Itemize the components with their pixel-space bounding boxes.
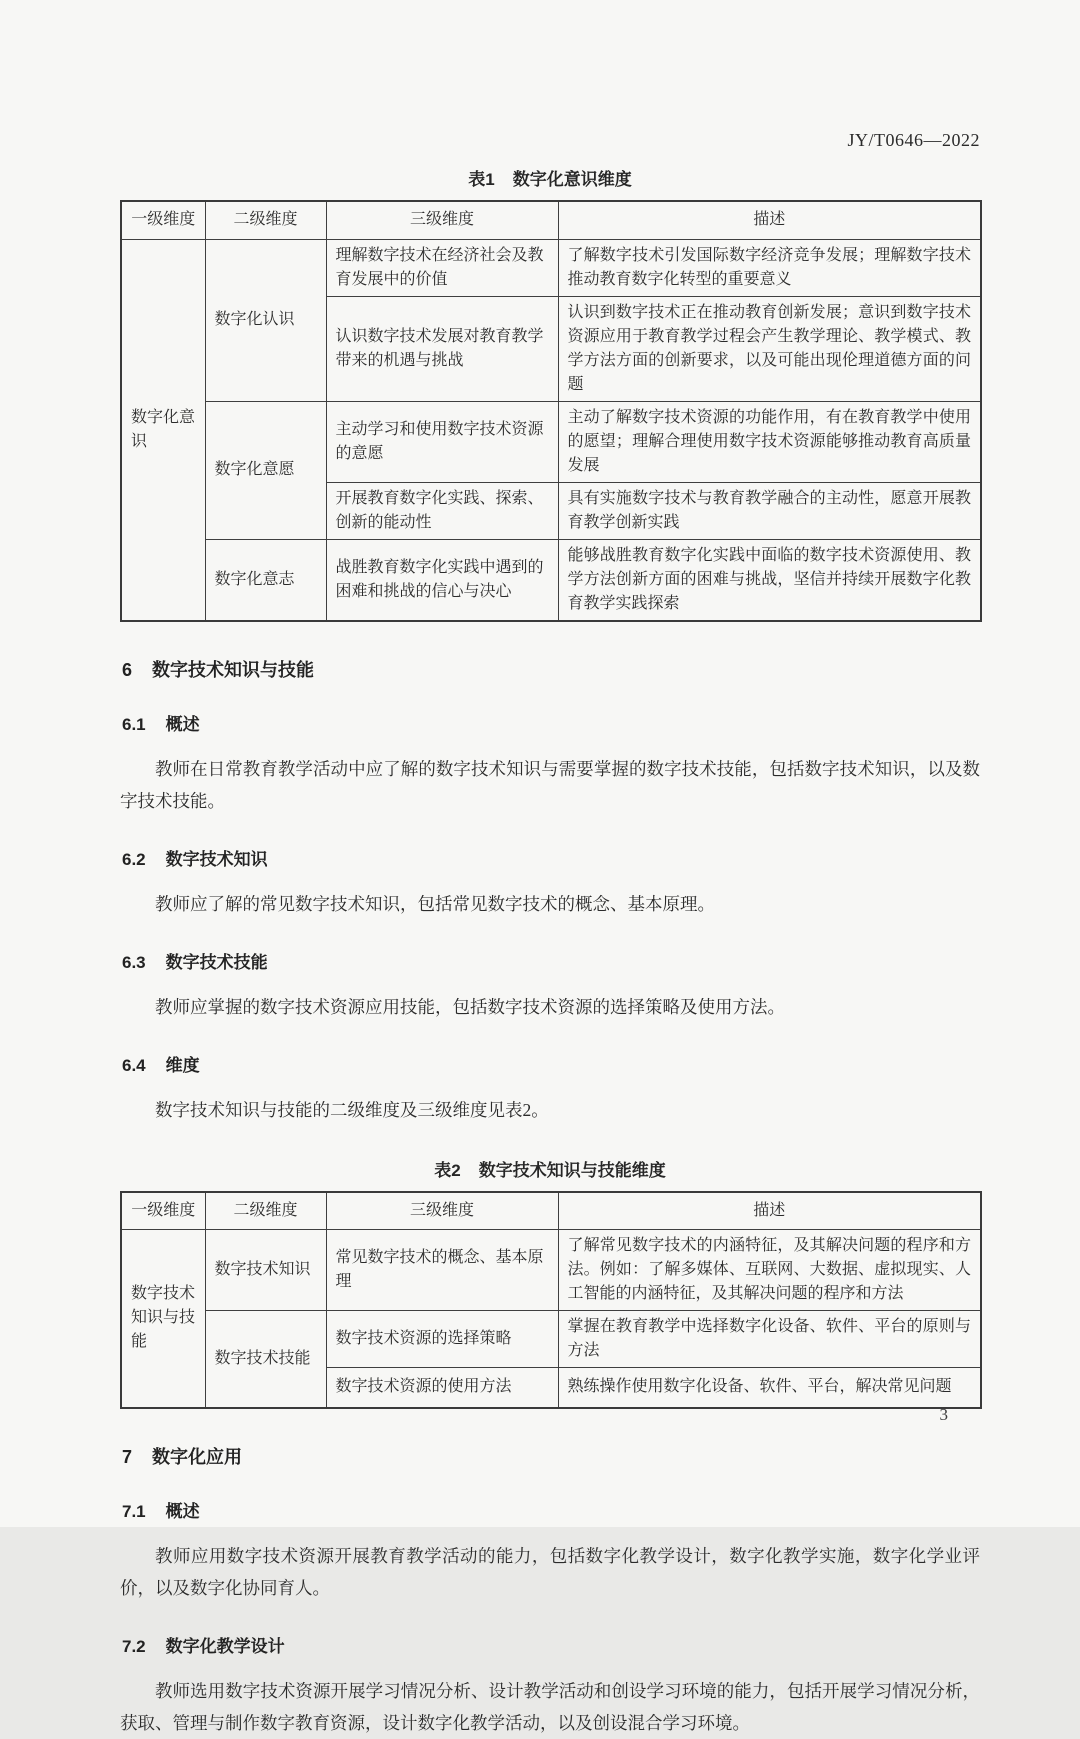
section-title: 数字技术知识 xyxy=(165,849,268,869)
table2-level2-cell: 数字技术技能 xyxy=(205,1311,326,1408)
table2-level1-cell: 数字技术知识与技能 xyxy=(121,1230,205,1408)
table2-desc-cell: 了解常见数字技术的内涵特征，及其解决问题的程序和方法。例如：了解多媒体、互联网、大数据、虚拟现实、人工智能的内涵特征，及其解决问题的程序和方法 xyxy=(558,1230,981,1311)
table2-header-level2: 二级维度 xyxy=(205,1192,326,1230)
table2-desc-cell: 掌握在教育教学中选择数字化设备、软件、平台的原则与方法 xyxy=(558,1311,981,1368)
table1-header-level1: 一级维度 xyxy=(121,201,205,239)
table1-header-desc: 描述 xyxy=(558,201,981,239)
section-heading-7 xyxy=(122,1443,980,1469)
section-title: 维度 xyxy=(165,1055,200,1075)
table2-digital-knowledge-skills xyxy=(120,1191,982,1409)
section-title: 数字技术知识与技能 xyxy=(152,659,315,680)
table1-header-row xyxy=(121,201,981,239)
table-row xyxy=(121,1230,981,1311)
table1-level3-cell: 主动学习和使用数字技术资源的意愿 xyxy=(326,401,558,482)
section-number: 6.2 xyxy=(122,849,146,869)
table2-level3-cell: 常见数字技术的概念、基本原理 xyxy=(326,1230,558,1311)
section-heading-6-3 xyxy=(122,948,980,973)
table1-level3-cell: 理解数字技术在经济社会及教育发展中的价值 xyxy=(326,239,558,296)
section-title: 数字化教学设计 xyxy=(165,1636,285,1656)
paragraph-6-4: 数字技术知识与技能的二级维度及三级维度见表2。 xyxy=(155,1099,549,1120)
table1-desc-cell: 具有实施数字技术与教育教学融合的主动性，愿意开展教育教学创新实践 xyxy=(558,482,981,539)
table1-header-level3: 三级维度 xyxy=(326,201,558,239)
table2-level3-cell: 数字技术资源的选择策略 xyxy=(326,1311,558,1368)
table2-level3-cell: 数字技术资源的使用方法 xyxy=(326,1368,558,1408)
table-row xyxy=(121,539,981,621)
section-number: 7 xyxy=(122,1446,133,1467)
section-number: 7.2 xyxy=(122,1636,146,1656)
table2-header-level1: 一级维度 xyxy=(121,1192,205,1230)
table1-digital-awareness xyxy=(120,200,982,622)
table1-level2-cell: 数字化意志 xyxy=(205,539,326,621)
section-heading-6-2 xyxy=(122,845,980,870)
section-heading-7-2 xyxy=(122,1632,980,1657)
table1-header-level2: 二级维度 xyxy=(205,201,326,239)
section-number: 6.1 xyxy=(122,714,146,734)
table-row xyxy=(121,239,981,296)
section-heading-6 xyxy=(122,656,980,682)
section-number: 7.1 xyxy=(122,1501,146,1521)
paragraph-6-2: 教师应了解的常见数字技术知识，包括常见数字技术的概念、基本原理。 xyxy=(155,893,715,914)
paragraph-7-2: 教师选用数字技术资源开展学习情况分析、设计教学活动和创设学习环境的能力，包括开展学习情况分析，获取、管理与制作数字教育资源，设计数字化教学活动，以及创设混合学习环境。 xyxy=(120,1680,980,1733)
section-heading-7-1 xyxy=(122,1497,980,1522)
doc-number: JY/T0646—2022 xyxy=(847,130,980,150)
table2-caption-label: 表2 xyxy=(434,1160,461,1180)
section-title: 数字化应用 xyxy=(152,1446,243,1467)
section-title: 数字技术技能 xyxy=(165,952,268,972)
paragraph-6-3: 教师应掌握的数字技术资源应用技能，包括数字技术资源的选择策略及使用方法。 xyxy=(155,996,785,1017)
section-title: 概述 xyxy=(165,1501,200,1521)
table2-header-level3: 三级维度 xyxy=(326,1192,558,1230)
section-number: 6 xyxy=(122,659,133,680)
table1-level2-cell: 数字化认识 xyxy=(205,239,326,401)
table1-desc-cell: 认识到数字技术正在推动教育创新发展；意识到数字技术资源应用于教育教学过程会产生教学理论、教学模式、教学方法方面的创新要求，以及可能出现伦理道德方面的问题 xyxy=(558,296,981,401)
table1-caption xyxy=(120,165,980,190)
section-heading-6-4 xyxy=(122,1051,980,1076)
table-row xyxy=(121,401,981,482)
table2-header-row xyxy=(121,1192,981,1230)
table2-caption-title: 数字技术知识与技能维度 xyxy=(478,1160,666,1180)
table2-desc-cell: 熟练操作使用数字化设备、软件、平台，解决常见问题 xyxy=(558,1368,981,1408)
table1-caption-label: 表1 xyxy=(468,170,495,189)
section-heading-6-1 xyxy=(122,710,980,735)
paragraph-7-1: 教师应用数字技术资源开展教育教学活动的能力，包括数字化教学设计，数字化教学实施，数字化学业评价，以及数字化协同育人。 xyxy=(120,1545,980,1598)
table1-desc-cell: 能够战胜教育数字化实践中面临的数字技术资源使用、教学方法创新方面的困难与挑战，坚信并持续开展数字化教育教学实践探索 xyxy=(558,539,981,621)
table1-desc-cell: 主动了解数字技术资源的功能作用，有在教育教学中使用的愿望；理解合理使用数字技术资源能够推动教育高质量发展 xyxy=(558,401,981,482)
paragraph-6-1: 教师在日常教育教学活动中应了解的数字技术知识与需要掌握的数字技术技能，包括数字技术知识，以及数字技术技能。 xyxy=(120,758,980,811)
table1-desc-cell: 了解数字技术引发国际数字经济竞争发展；理解数字技术推动教育数字化转型的重要意义 xyxy=(558,239,981,296)
page-number: 3 xyxy=(939,1405,948,1424)
table1-caption-title: 数字化意识维度 xyxy=(512,170,632,189)
table1-level1-cell: 数字化意识 xyxy=(121,239,205,621)
table2-level2-cell: 数字技术知识 xyxy=(205,1230,326,1311)
section-number: 6.3 xyxy=(122,952,146,972)
table2-header-desc: 描述 xyxy=(558,1192,981,1230)
section-title: 概述 xyxy=(165,714,200,734)
section-number: 6.4 xyxy=(122,1055,146,1075)
table1-level3-cell: 战胜教育数字化实践中遇到的困难和挑战的信心与决心 xyxy=(326,539,558,621)
table1-level3-cell: 开展教育数字化实践、探索、创新的能动性 xyxy=(326,482,558,539)
table1-level2-cell: 数字化意愿 xyxy=(205,401,326,539)
table2-caption xyxy=(120,1156,980,1181)
table-row xyxy=(121,1311,981,1368)
table1-level3-cell: 认识数字技术发展对教育教学带来的机遇与挑战 xyxy=(326,296,558,401)
